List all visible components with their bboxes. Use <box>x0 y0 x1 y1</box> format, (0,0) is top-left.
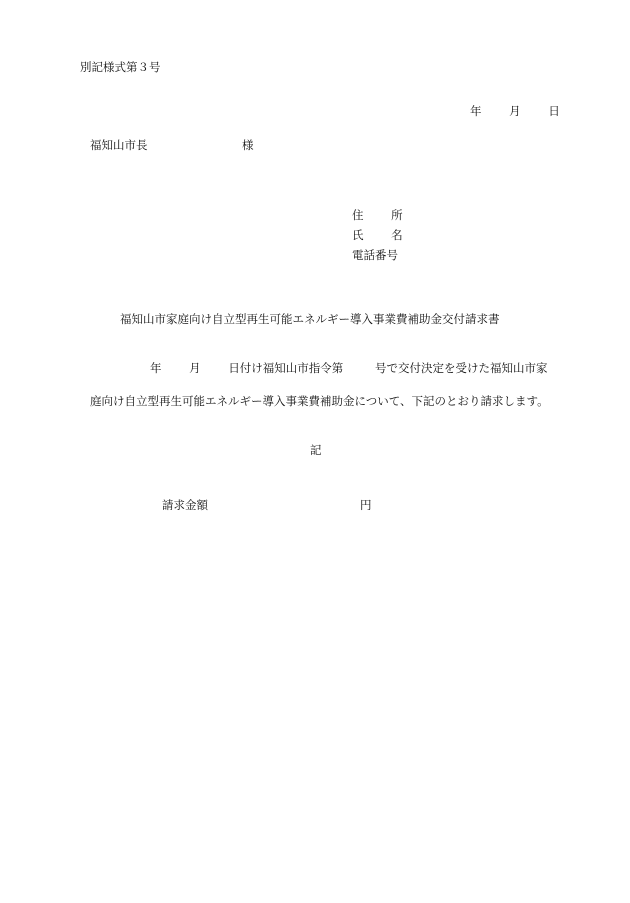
date-month-unit: 月 <box>509 104 521 118</box>
applicant-name-label: 氏 名 <box>352 228 415 242</box>
recipient-name: 福知山市長 <box>90 138 148 152</box>
amount-unit: 円 <box>360 498 372 512</box>
applicant-address-label: 住 所 <box>352 208 415 222</box>
body-line1-mid: 日付け福知山市指令第 <box>228 361 344 375</box>
body-month-unit: 月 <box>189 361 201 375</box>
body-line1-end: 号で交付決定を受けた福知山市家 <box>374 361 548 375</box>
amount-label: 請求金額 <box>162 498 208 512</box>
ki-heading: 記 <box>310 443 322 457</box>
date-year-unit: 年 <box>470 104 482 118</box>
applicant-phone-label: 電話番号 <box>352 248 398 262</box>
date-day-unit: 日 <box>548 104 560 118</box>
body-year-unit: 年 <box>150 361 162 375</box>
recipient-honorific: 様 <box>242 138 254 152</box>
body-line-1 <box>150 363 547 375</box>
document-title: 福知山市家庭向け自立型再生可能エネルギー導入事業費補助金交付請求書 <box>120 312 500 326</box>
body-line-2: 庭向け自立型再生可能エネルギー導入事業費補助金について、下記のとおり請求します。 <box>90 394 549 408</box>
form-number: 別記様式第３号 <box>80 60 161 74</box>
date-line <box>470 104 560 118</box>
